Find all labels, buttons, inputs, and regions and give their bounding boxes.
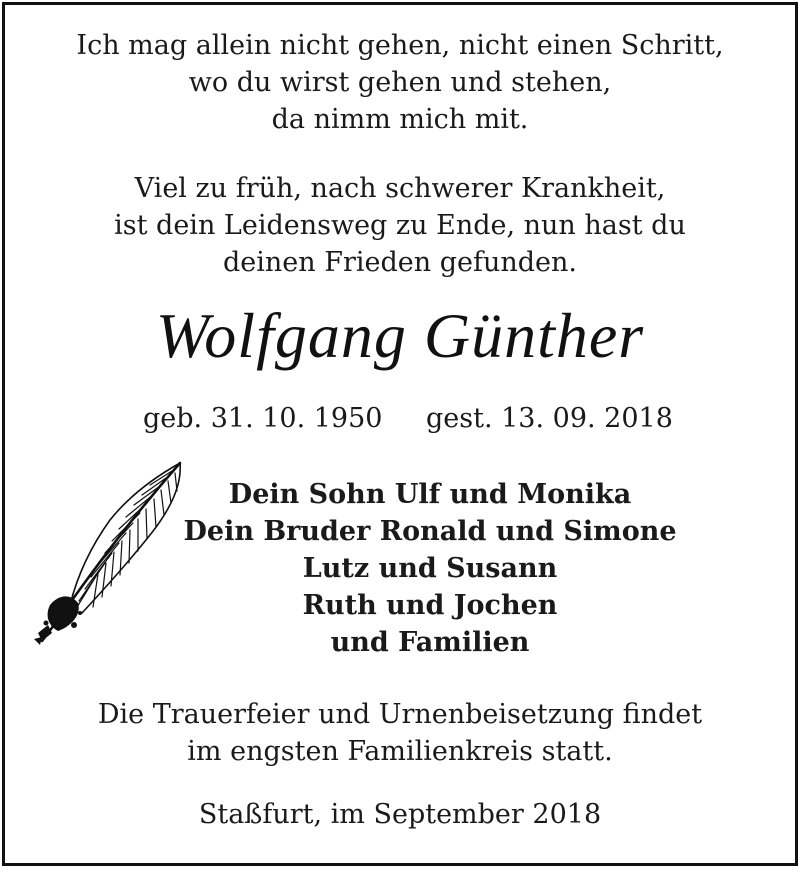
mourner-line: und Familien: [330, 627, 530, 658]
notice-line: im engsten Familienkreis statt.: [187, 736, 613, 767]
mourner-line: Lutz und Susann: [302, 553, 558, 584]
verse-line: wo du wirst gehen und stehen,: [188, 67, 612, 98]
death-date: gest. 13. 09. 2018: [426, 403, 673, 434]
place-and-date: Staßfurt, im September 2018: [198, 799, 602, 830]
opening-verse: [0, 27, 800, 138]
birth-date: geb. 31. 10. 1950: [143, 403, 383, 434]
mourner-line: Ruth und Jochen: [302, 590, 558, 621]
verse-line: Ich mag allein nicht gehen, nicht einen Schritt,: [76, 30, 724, 61]
tribute-line: deinen Frieden gefunden.: [223, 247, 577, 278]
life-dates: [0, 399, 800, 439]
notice-line: Die Trauerfeier und Urnenbeisetzung findet: [97, 699, 703, 730]
ceremony-notice: [0, 696, 800, 770]
mourner-line: Dein Bruder Ronald und Simone: [183, 516, 677, 547]
mourners-list: [30, 476, 800, 661]
deceased-name: Wolfgang Günther: [155, 300, 645, 371]
mourner-line: Dein Sohn Ulf und Monika: [228, 479, 632, 510]
tribute-text: [0, 170, 800, 281]
verse-line: da nimm mich mit.: [271, 104, 529, 135]
tribute-line: ist dein Leidensweg zu Ende, nun hast du: [114, 210, 686, 241]
tribute-line: Viel zu früh, nach schwerer Krankheit,: [134, 173, 666, 204]
